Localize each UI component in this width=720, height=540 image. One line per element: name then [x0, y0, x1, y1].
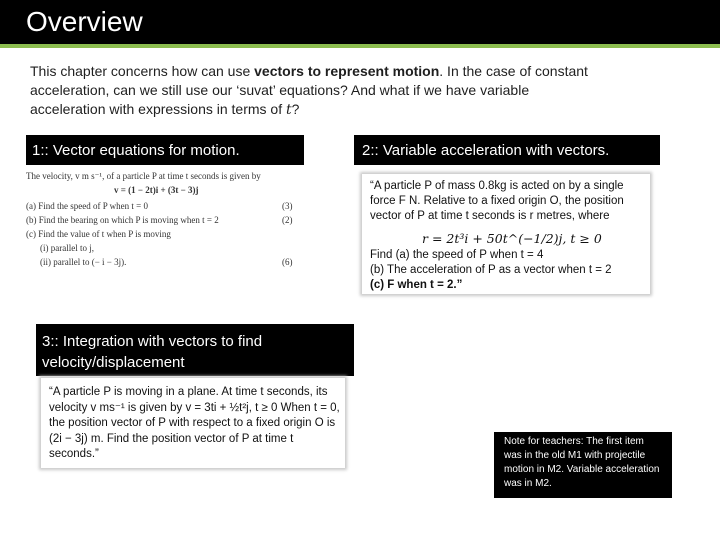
intro-paragraph	[30, 62, 590, 120]
s2-part: Find (a) the speed of P when t = 4	[370, 249, 544, 261]
note-label: Note for teachers:	[504, 436, 584, 447]
section2-heading: 2:: Variable acceleration with vectors.	[354, 135, 660, 165]
s2-parts	[370, 248, 646, 293]
s1-line: v = (1 − 2t)i + (3t − 3)j	[114, 185, 199, 195]
section3-heading: 3:: Integration with vectors to find velocity/displacement	[36, 324, 354, 376]
s1-line: (a) Find the speed of P when t = 0	[26, 201, 148, 211]
s1-mark: (2)	[282, 215, 293, 225]
title-bar	[0, 0, 720, 44]
s1-line: The velocity, v m s⁻¹, of a particle P at time t seconds is given by	[26, 171, 261, 181]
s1-mark: (6)	[282, 257, 293, 267]
note-text: The first item was in the old M1 with projectile motion in M2. Variable acceleration was in M2.	[504, 436, 660, 489]
s1-line: (c) Find the value of t when P is moving	[26, 229, 171, 239]
s1-line: (b) Find the bearing on which P is moving when t = 2	[26, 215, 219, 225]
s1-mark: (3)	[282, 201, 293, 211]
section3-question	[41, 378, 345, 468]
intro-text-3: ?	[291, 101, 300, 117]
accent-line	[0, 44, 720, 48]
intro-bold: vectors to represent motion	[254, 63, 440, 79]
s1-line: (ii) parallel to (− i − 3j).	[40, 257, 127, 267]
section2-question	[362, 174, 650, 294]
s1-line: (i) parallel to j,	[40, 243, 94, 253]
s2-part: (b) The acceleration of P as a vector when t = 2	[370, 264, 612, 276]
s2-text: “A particle P of mass 0.8kg is acted on by a single force F N. Relative to a fixed origin O, the position vector of P at time t seconds is r metres, where	[370, 180, 624, 222]
s2-part: (c) F when t = 2.”	[370, 279, 463, 291]
s3-text: “A particle P is moving in a plane. At time t seconds, its velocity v ms⁻¹ is given by v = 3ti + ½t²j, t ≥ 0 When t = 0, the position vector of P with respect to a fixed origin O is (2i − 3j) m. Find the position vector of P at time t seconds.”	[49, 386, 340, 460]
section1-question	[26, 170, 304, 276]
page-title: Overview	[26, 6, 143, 37]
intro-text-1: This chapter concerns how can use	[30, 63, 255, 79]
s2-equation: r = 2t³i + 50t^(−1/2)j, t ≥ 0	[422, 231, 602, 246]
intro-text-2: . In the case of constant acceleration, can we still use our ‘suvat’ equations? And what if we have variable acceleration with expressions in terms of	[30, 63, 588, 117]
section1-heading: 1:: Vector equations for motion.	[26, 135, 304, 165]
intro-var: t	[286, 102, 292, 118]
teacher-note	[494, 432, 672, 498]
